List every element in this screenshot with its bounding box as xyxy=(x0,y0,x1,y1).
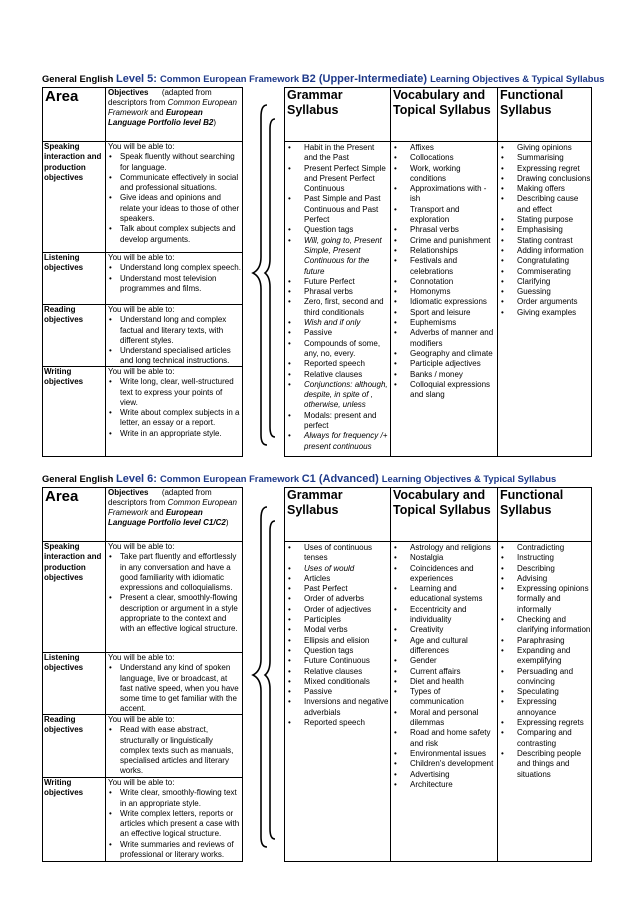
level6-heading xyxy=(42,473,592,485)
objectives-speaking: You will be able to: • Speak fluently without searching for language. • Communicate effectively in social and professional situations. • Give ideas and opinions and relate your ideas to those of other speakers. • Talk about complex subjects and develop arguments. xyxy=(108,142,242,245)
vocab-column xyxy=(393,488,496,517)
level5-grid xyxy=(42,87,592,457)
heading-code: C1 (Advanced) xyxy=(301,473,382,485)
grammar-title: Grammar Syllabus xyxy=(287,488,343,517)
objectives-listening: You will be able to: • Understand any kind of spoken language, live or broadcast, at fast native speed, when you have some time to get familiar with the accent. xyxy=(108,653,242,715)
grammar-title: Grammar Syllabus xyxy=(287,88,343,117)
grammar-column xyxy=(287,488,389,517)
objectives-listening: You will be able to: • Understand long complex speech. • Understand most television programmes and films. xyxy=(108,253,242,294)
grammar-list: • Uses of continuous tenses • Uses of would • Articles • Past Perfect • Order of adverbs • Order of adjectives • Participles • Modal verbs • Ellipsis and elision • Question tags • Future Continuous • Relative clauses • Mixed conditionals • Passive • Inversions and negative adverbials • Reported speech xyxy=(285,543,389,728)
area-listening: Listening objectives xyxy=(44,653,84,673)
objectives-reading: You will be able to: • Read with ease abstract, structurally or linguistically complex texts such as manuals, specialised articles and literary works. xyxy=(108,715,242,777)
area-reading: Reading objectives xyxy=(44,305,84,325)
heading-level: Level 5: xyxy=(115,73,161,85)
functional-column xyxy=(500,88,590,117)
objectives-header: Objectives (adapted from descriptors from Common European Framework and European Language Portfolio level B2) xyxy=(108,88,237,127)
objectives-speaking: You will be able to: • Take part fluently and effortlessly in any conversation and have a good familiarity with idiomatic expressions and colloquialisms. • Present a clear, smoothly-flowing description or argument in a style appropriate to the context and with an effective logical structure. xyxy=(108,542,242,635)
functional-title: Functional Syllabus xyxy=(500,488,564,517)
area-reading: Reading objectives xyxy=(44,715,84,735)
heading-code: B2 (Upper-Intermediate) xyxy=(301,73,431,85)
level5-heading xyxy=(42,73,605,85)
functional-column xyxy=(500,488,590,517)
area-header: Area xyxy=(45,88,79,105)
heading-prefix: General English xyxy=(42,73,116,84)
objectives-writing: You will be able to: • Write clear, smoothly-flowing text in an appropriate style. • Write complex letters, reports or articles which present a case with an effective logical structure. • Write summaries and reviews of professional or literary works. xyxy=(108,778,242,860)
functional-list: • Giving opinions • Summarising • Expressing regret • Drawing conclusions • Making offers • Describing cause and effect • Stating purpose • Emphasising • Stating contrast • Adding information • Congratulating • Commiserating • Clarifying • Guessing • Order arguments • Giving examples xyxy=(498,143,591,318)
area-header: Area xyxy=(45,488,79,505)
grammar-list: • Habit in the Present and the Past • Present Perfect Simple and Present Perfect Continuous • Past Simple and Past Continuous and Past Perfect • Question tags • Will, going to, Present Simple, Present Continuous for the future • Future Perfect • Phrasal verbs • Zero, first, second and third conditionals • Wish and if only • Passive • Compounds of some, any, no, every. • Reported speech • Relative clauses • Conjunctions: although, despite, in spite of , otherwise, unless • Modals: present and perfect • Always for frequency /+ present continuous xyxy=(285,143,389,452)
area-writing: Writing objectives xyxy=(44,778,84,798)
heading-cef: Common European Framework xyxy=(160,473,302,484)
level6-grid xyxy=(42,487,592,862)
heading-suffix: Learning Objectives & Typical Syllabus xyxy=(381,473,557,484)
area-writing: Writing objectives xyxy=(44,367,84,387)
area-speaking: Speaking interaction and production objectives xyxy=(44,542,102,582)
heading-prefix: General English xyxy=(42,473,116,484)
objectives-reading: You will be able to: • Understand long and complex factual and literary texts, with different styles. • Understand specialised articles and long technical instructions. xyxy=(108,305,242,367)
heading-level: Level 6: xyxy=(115,473,161,485)
grammar-column xyxy=(287,88,389,117)
heading-suffix: Learning Objectives & Typical Syllabus xyxy=(430,73,605,84)
area-listening: Listening objectives xyxy=(44,253,84,273)
brace-icon xyxy=(245,97,285,452)
functional-title: Functional Syllabus xyxy=(500,88,564,117)
objectives-header: Objectives (adapted from descriptors from Common European Framework and European Language Portfolio level C1/C2) xyxy=(108,488,237,527)
vocab-list: • Affixes • Collocations • Work, working conditions • Approximations with -ish • Transport and exploration • Phrasal verbs • Crime and punishment • Relationships • Festivals and celebrations • Connotation • Homonyms • Idiomatic expressions • Sport and leisure • Euphemisms • Adverbs of manner and modifiers • Geography and climate • Participle adjectives • Banks / money • Colloquial expressions and slang xyxy=(391,143,496,400)
heading-cef: Common European Framework xyxy=(160,73,302,84)
vocab-column xyxy=(393,88,496,117)
vocab-title: Vocabulary and Topical Syllabus xyxy=(393,488,491,517)
brace-icon xyxy=(245,499,285,854)
level6-section xyxy=(42,473,592,860)
vocab-title: Vocabulary and Topical Syllabus xyxy=(393,88,491,117)
objectives-writing: You will be able to: • Write long, clear, well-structured text to express your points of view. • Write about complex subjects in a letter, an essay or a report. • Write in an appropriate style. xyxy=(108,367,242,439)
vocab-list: • Astrology and religions • Nostalgia • Coincidences and experiences • Learning and educational systems • Eccentricity and individuality • Creativity • Age and cultural differences • Gender • Current affairs • Diet and health • Types of communication • Moral and personal dilemmas • Road and home safety and risk • Environmental issues • Children's development • Advertising • Architecture xyxy=(391,543,496,790)
area-speaking: Speaking interaction and production objectives xyxy=(44,142,102,182)
functional-list: • Contradicting • Instructing • Describing • Advising • Expressing opinions formally and informally • Checking and clarifying information • Paraphrasing • Expanding and exemplifying • Persuading and convincing • Speculating • Expressing annoyance • Expressing regrets • Comparing and contrasting • Describing people and things and situations xyxy=(498,543,591,780)
level5-section xyxy=(42,73,605,455)
